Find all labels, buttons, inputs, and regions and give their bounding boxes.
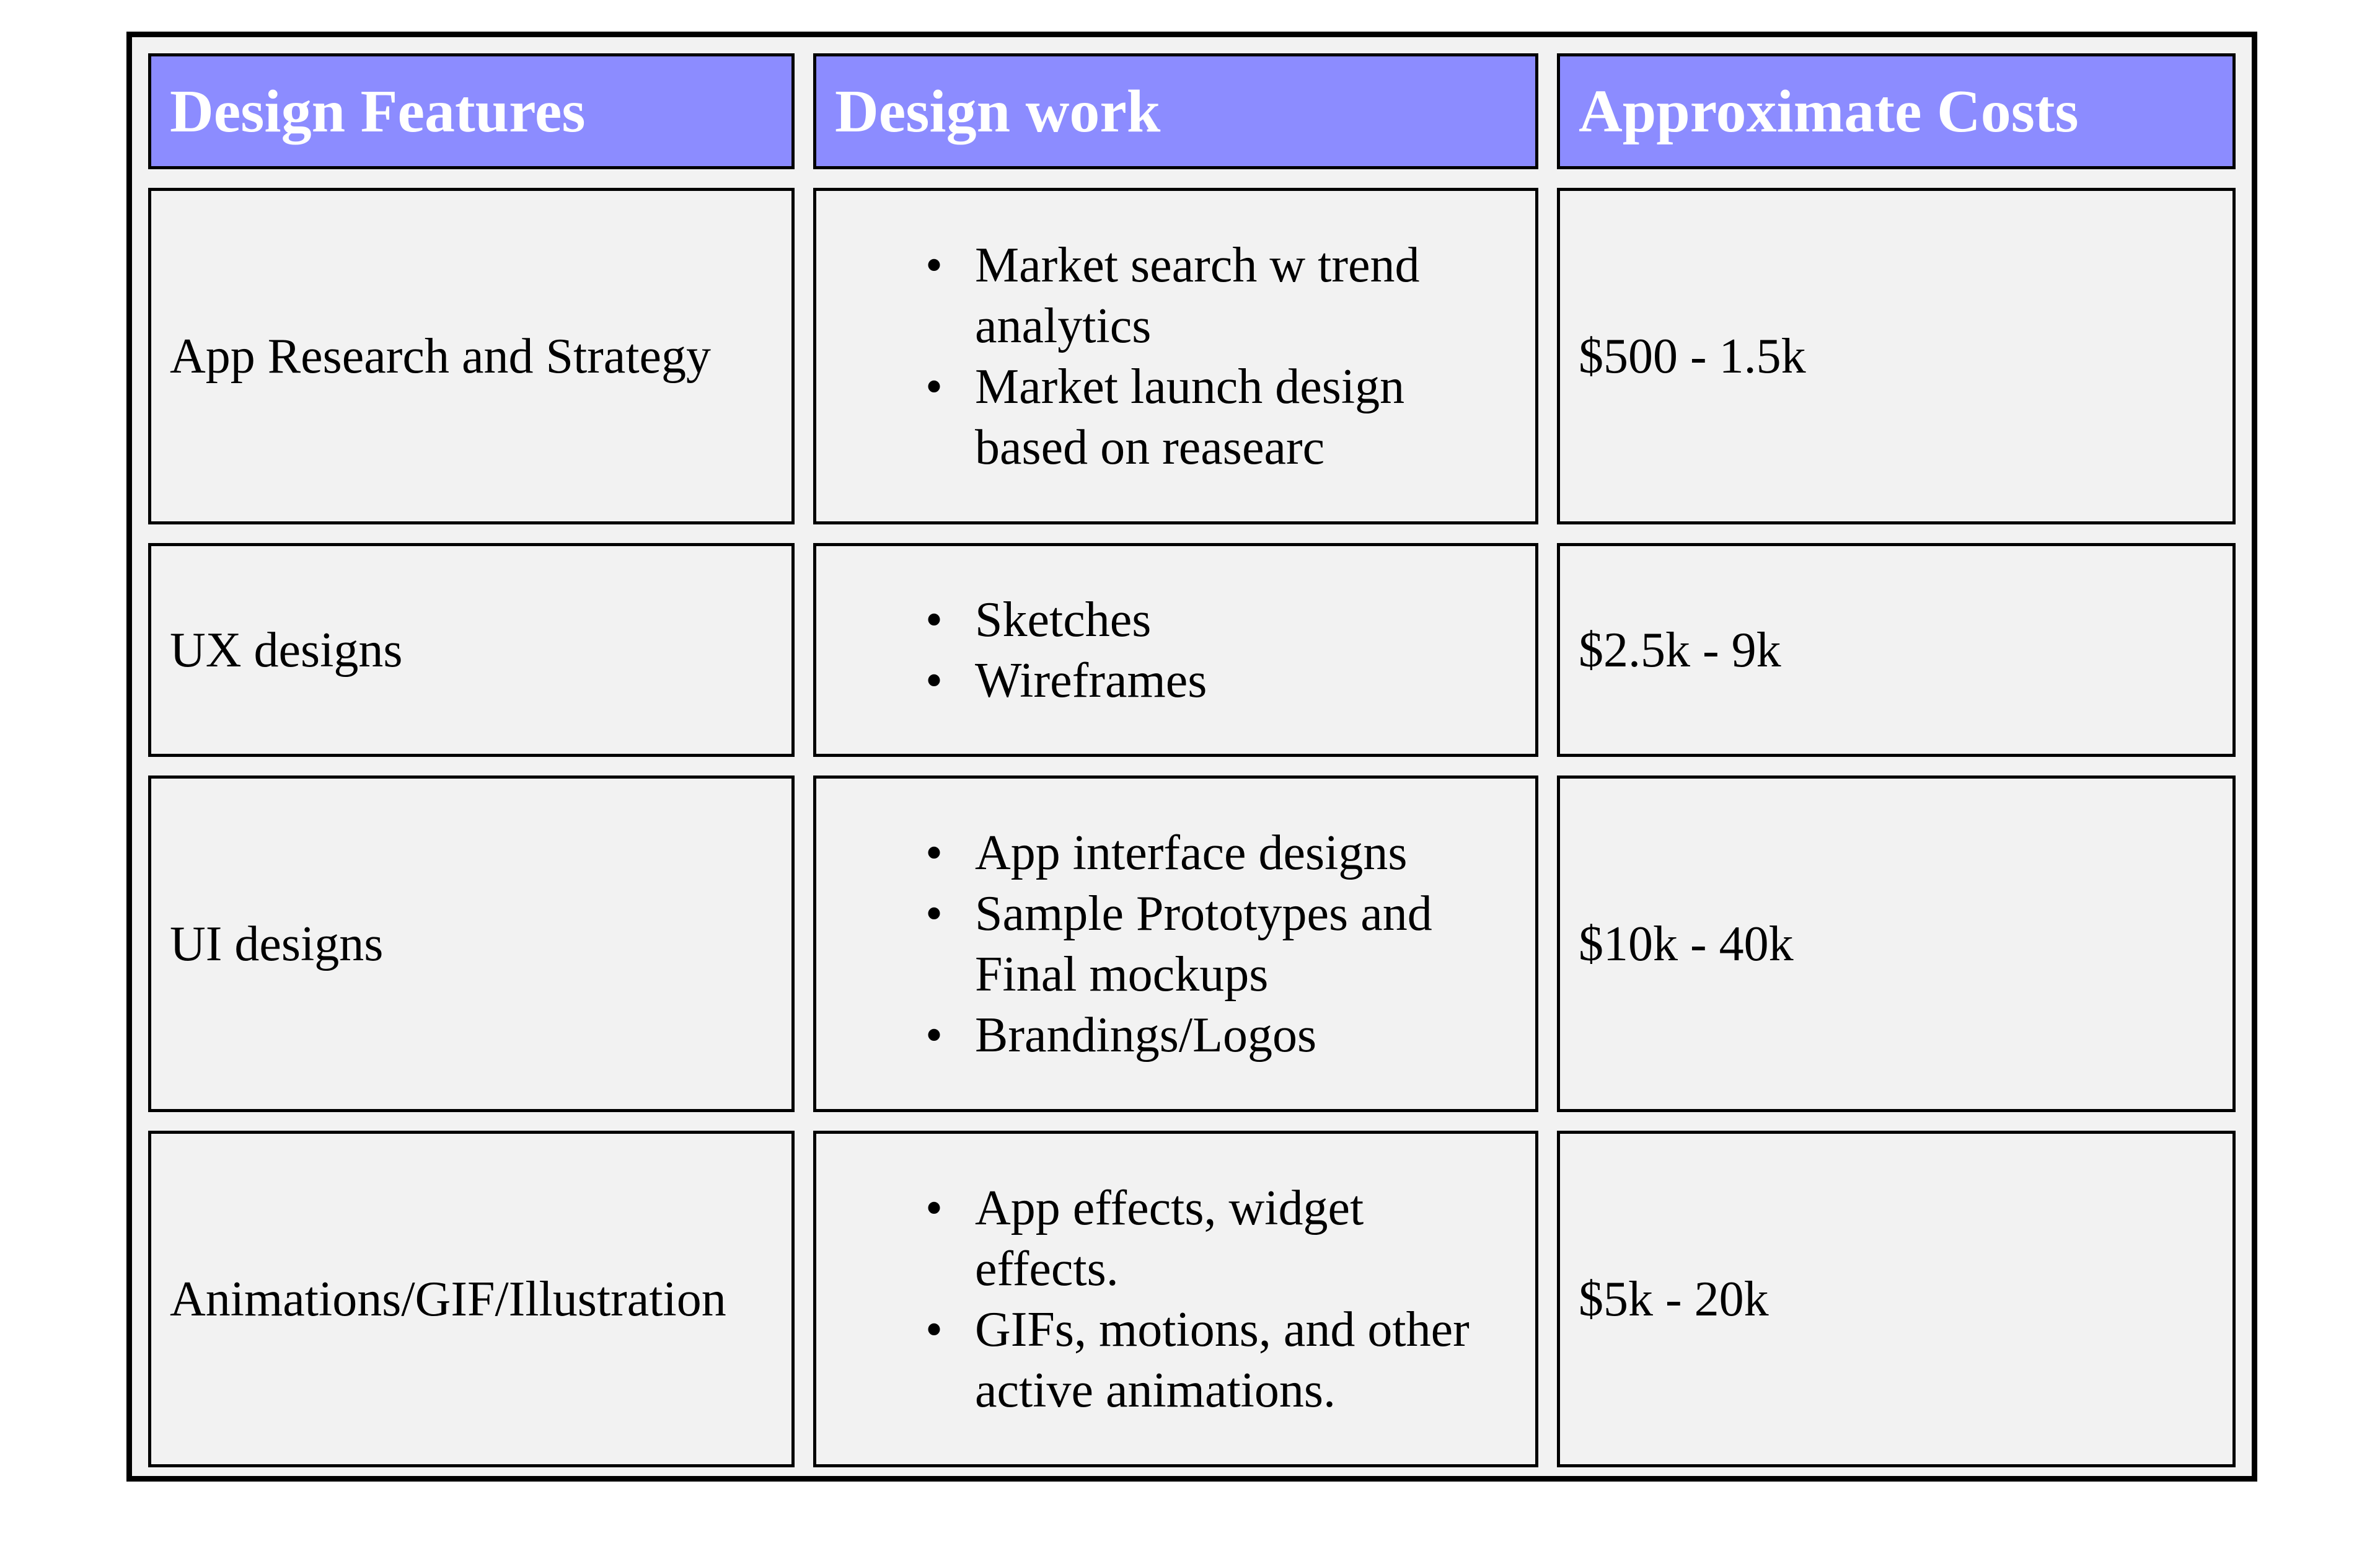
bullet-icon: •: [925, 1007, 943, 1063]
feature-cell: UX designs: [148, 543, 795, 757]
list-item-text: Wireframes: [975, 653, 1207, 708]
table-row: [148, 188, 2236, 524]
table-row: [148, 543, 2236, 757]
list-item-text: Market search w trend analytics: [975, 237, 1420, 353]
cost-table-frame: [126, 32, 2257, 1482]
list-item: [925, 1005, 1517, 1066]
list-item: [925, 356, 1517, 478]
list-item: [925, 823, 1517, 883]
bullet-icon: •: [925, 1302, 943, 1357]
list-item: [925, 235, 1517, 356]
list-item-text: Sketches: [975, 592, 1152, 647]
list-item-text: Market launch design based on reasearc: [975, 359, 1405, 475]
bullet-icon: •: [925, 886, 943, 941]
list-item-text: App effects, widget effects.: [975, 1180, 1364, 1296]
bullet-icon: •: [925, 359, 943, 414]
list-item: [925, 590, 1517, 650]
header-design-features: Design Features: [148, 53, 795, 169]
work-cell: [813, 543, 1538, 757]
feature-cell: App Research and Strategy: [148, 188, 795, 524]
header-design-work: Design work: [813, 53, 1538, 169]
cost-cell: $5k - 20k: [1557, 1131, 2236, 1467]
header-approximate-costs: Approximate Costs: [1557, 53, 2236, 169]
work-list: [835, 1178, 1517, 1421]
table-row: [148, 776, 2236, 1112]
list-item: [925, 1299, 1517, 1421]
list-item: [925, 883, 1517, 1005]
work-list: [835, 590, 1517, 711]
list-item-text: App interface designs: [975, 825, 1408, 880]
list-item-text: Brandings/Logos: [975, 1007, 1317, 1063]
table-row: [148, 1131, 2236, 1467]
cost-cell: $2.5k - 9k: [1557, 543, 2236, 757]
work-cell: [813, 776, 1538, 1112]
bullet-icon: •: [925, 592, 943, 647]
feature-cell: Animations/GIF/Illustration: [148, 1131, 795, 1467]
list-item: [925, 650, 1517, 711]
design-cost-table: [130, 35, 2254, 1486]
work-list: [835, 235, 1517, 478]
bullet-icon: •: [925, 653, 943, 708]
work-cell: [813, 1131, 1538, 1467]
work-list: [835, 823, 1517, 1066]
cost-cell: $10k - 40k: [1557, 776, 2236, 1112]
cost-cell: $500 - 1.5k: [1557, 188, 2236, 524]
bullet-icon: •: [925, 1180, 943, 1235]
bullet-icon: •: [925, 825, 943, 880]
feature-cell: UI designs: [148, 776, 795, 1112]
bullet-icon: •: [925, 237, 943, 293]
list-item: [925, 1178, 1517, 1299]
list-item-text: Sample Prototypes and Final mockups: [975, 886, 1432, 1002]
work-cell: [813, 188, 1538, 524]
header-row: [148, 53, 2236, 169]
list-item-text: GIFs, motions, and other active animations.: [975, 1302, 1470, 1418]
